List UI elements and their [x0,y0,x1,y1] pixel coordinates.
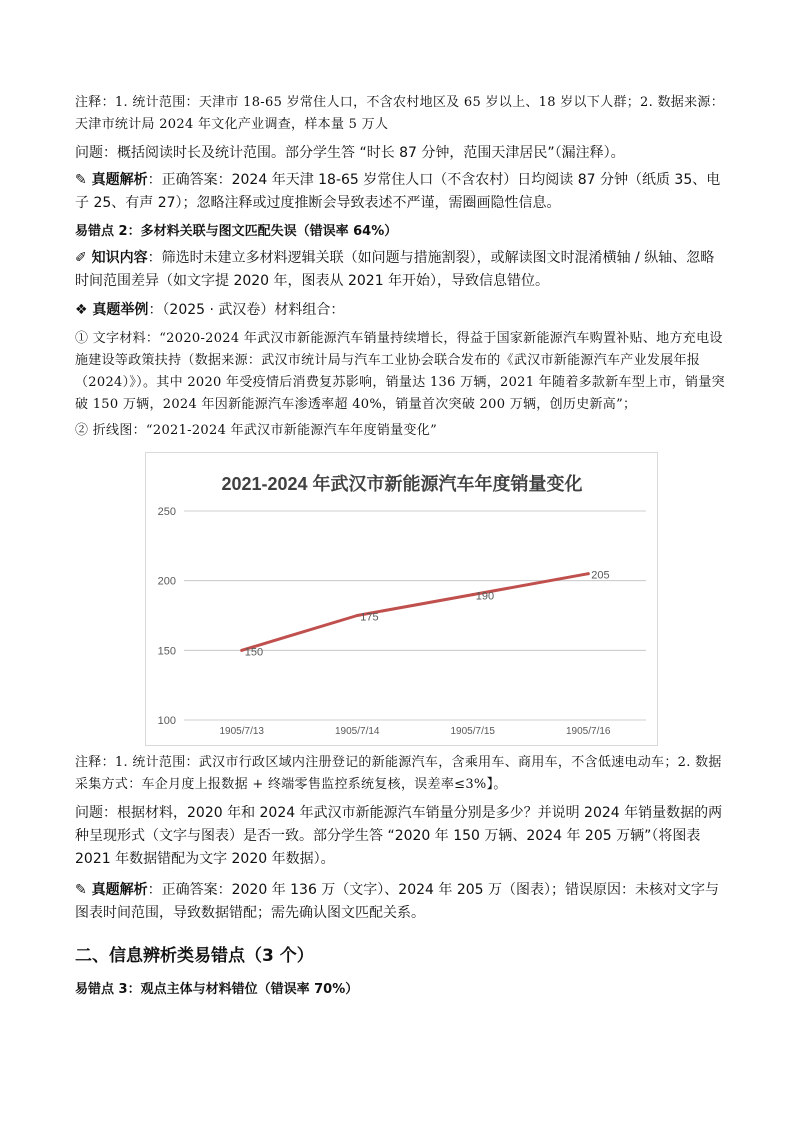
data-label: 190 [475,590,495,603]
line-chart-svg [146,453,657,745]
section-2-heading: 二、信息辨析类易错点（3 个） [75,946,314,966]
data-point [356,614,359,617]
y-tick-label: 250 [157,506,176,518]
analysis-text: ：正确答案：2020 年 136 万（文字）、2024 年 205 万（图表）；错误原因：未核对文字与图表时间范围，导致数据错配；需先确认图文匹配关系。 [75,882,720,921]
material-chart-caption: ② 折线图：“2021-2024 年武汉市新能源汽车年度销量变化” [75,423,438,438]
data-label: 150 [244,646,264,659]
data-label: 205 [591,569,610,582]
line-chart [145,452,658,746]
data-point [587,572,590,575]
material-text: ① 文字材料：“2020-2024 年武汉市新能源汽车销量持续增长，得益于国家新能源汽车购置补贴、地方充电设施建设等政策扶持（数据来源：武汉市统计局与汽车工业协会联合发布的《武汉市新能源汽车产业发展年报（2024）》）。其中 2020 年受疫情后消费复苏影响，销量达 136 万辆，2021 年随着多款新车型上市，销量突破 150 万辆，2024 年因新能源汽车渗透率超 40%，销量首次突破 200 万辆，创历史新高”； [75,331,725,412]
analysis-label: ✎ 真题解析 [75,172,148,188]
example-label: ❖ 真题举例 [75,302,149,318]
analysis-wuhan [75,879,725,925]
x-tick-label: 1905/7/13 [219,726,264,737]
data-point [471,593,474,596]
y-tick-label: 200 [157,575,176,588]
x-tick-label: 1905/7/16 [566,726,611,737]
question-wuhan: 问题：根据材料，2020 年和 2024 年武汉市新能源汽车销量分别是多少？并说明 2024 年销量数据的两种呈现形式（文字与图表）是否一致。部分学生答 “2020 年 150 万辆、2024 年 205 万辆”（将图表 2021 年数据错配为文字 2020 年数据）。 [75,805,723,867]
knowledge-text: ：筛选时未建立多材料逻辑关联（如问题与措施割裂），或解读图文时混淆横轴 / 纵轴、忽略时间范围差异（如文字提 2020 年，图表从 2021 年开始），导致信息错位。 [75,250,715,289]
error-point-3-heading: 易错点 3：观点主体与材料错位（错误率 70%） [75,982,359,997]
series-layer [240,572,590,652]
data-label: 175 [360,611,379,624]
note-tianjin: 注释：1. 统计范围：天津市 18-65 岁常住人口，不含农村地区及 65 岁以上、18 岁以下人群；2. 数据来源：天津市统计局 2024 年文化产业调查，样本量 5 万人 [75,95,724,132]
y-tick-labels [158,506,176,727]
question-tianjin: 问题：概括阅读时长及统计范围。部分学生答 “时长 87 分钟，范围天津居民”（漏注释）。 [75,145,625,161]
analysis-text: ：正确答案：2024 年天津 18-65 岁常住人口（不含农村）日均阅读 87 分钟（纸质 35、电子 25、有声 27）；忽略注释或过度推断会导致表述不严谨，需圈画隐性信息。 [75,172,721,211]
x-tick-labels [220,726,611,737]
example-line [75,299,725,322]
series-line [242,574,589,651]
knowledge-label: ✐ 知识内容 [75,250,148,266]
analysis-tianjin [75,169,725,215]
y-tick-label: 100 [157,715,176,727]
note-wuhan: 注释：1. 统计范围：武汉市行政区域内注册登记的新能源汽车，含乘用车、商用车，不含低速电动车；2. 数据采集方式：车企月度上报数据 + 终端零售监控系统复核，误差率≤3%】。 [75,755,722,792]
data-point [240,649,243,652]
gridlines [184,511,646,720]
knowledge-content [75,247,725,293]
data-labels [245,570,610,659]
chart-title: 2021-2024 年武汉市新能源汽车年度销量变化 [221,474,583,494]
x-tick-label: 1905/7/14 [335,726,380,737]
x-tick-label: 1905/7/15 [450,726,495,737]
example-text: ：（2025 · 武汉卷）材料组合： [148,302,345,318]
analysis-label: ✎ 真题解析 [75,882,148,898]
document-page [75,92,725,1001]
error-point-2-heading: 易错点 2：多材料关联与图文匹配失误（错误率 64%） [75,224,398,239]
y-tick-label: 150 [157,645,176,658]
